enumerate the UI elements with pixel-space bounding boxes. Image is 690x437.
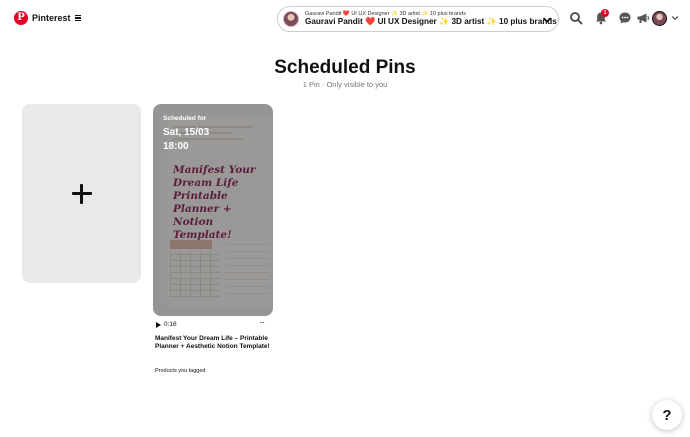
brand-name[interactable]: Pinterest <box>32 13 71 23</box>
video-duration: 0:16 <box>164 321 177 328</box>
pin-title[interactable]: Manifest Your Dream Life – Printable Planner + Aesthetic Notion Template! <box>155 335 270 351</box>
pinterest-logo[interactable]: P <box>14 11 28 25</box>
account-name <box>305 12 557 26</box>
scheduled-date: Sat, 15/03 <box>163 127 210 138</box>
account-switcher[interactable] <box>277 6 559 32</box>
header <box>0 0 690 40</box>
products-tagged: Products you tagged <box>155 368 206 374</box>
chevron-down-icon[interactable] <box>671 14 679 22</box>
search-icon[interactable] <box>569 11 583 25</box>
chevron-down-icon[interactable] <box>542 15 552 25</box>
page-subtitle: 1 Pin · Only visible to you <box>302 80 388 89</box>
account-name-large: Gauravi Pandit ❤️ UI UX Designer ✨ 3D artist ✨ 10 plus brands <box>305 16 557 26</box>
more-options-icon[interactable]: ··· <box>259 318 264 327</box>
create-pin-card[interactable] <box>22 104 141 283</box>
home-link[interactable] <box>14 11 81 25</box>
user-avatar[interactable] <box>652 11 667 26</box>
page-title: Scheduled Pins <box>274 57 416 78</box>
scheduled-time: 18:00 <box>163 141 189 152</box>
megaphone-icon[interactable] <box>636 11 650 25</box>
pin-headline: Manifest Your Dream Life Printable Planner + Notion Template! <box>173 164 256 241</box>
scheduled-pin-card[interactable] <box>153 104 273 316</box>
scheduled-label: Scheduled for <box>163 115 207 122</box>
help-button[interactable]: ? <box>652 400 682 430</box>
account-name-small: Gauravi Pandit ❤️ UI UX Designer ✨ 3D artist ✨ 10 plus brands <box>305 10 466 17</box>
menu-icon[interactable] <box>75 15 81 22</box>
notification-badge: 1 <box>601 9 609 17</box>
play-icon <box>156 322 161 328</box>
pin-meta <box>155 320 273 330</box>
account-avatar <box>283 11 299 27</box>
chat-icon[interactable] <box>618 11 632 25</box>
plus-icon <box>72 184 92 204</box>
